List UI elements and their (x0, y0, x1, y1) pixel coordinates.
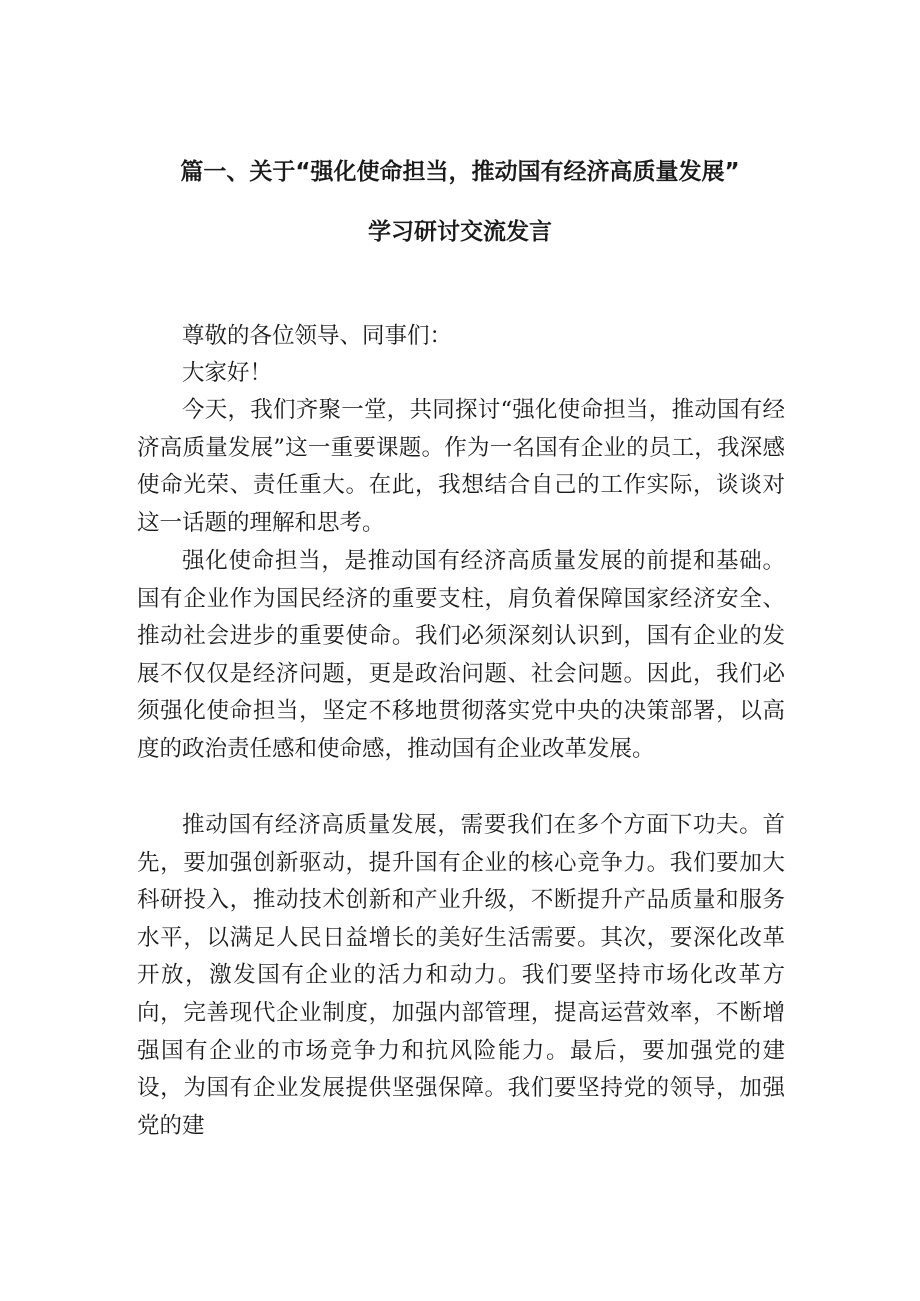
greeting-hello: 大家好！ (182, 360, 273, 386)
document-title-line-2: 学习研讨交流发言 (368, 219, 552, 245)
greeting-salutation: 尊敬的各位领导、同事们： (182, 323, 453, 349)
paragraph-3: 推动国有经济高质量发展，需要我们在多个方面下功夫。首先，要加强创新驱动，提升国有企业的核心竞争力。我们要加大科研投入，推动技术创新和产业升级，不断提升产品质量和服务水平，以满足人民日益增长的美好生活需要。其次，要深化改革开放，激发国有企业的活力和动力。我们要坚持市场化改革方向，完善现代企业制度，加强内部管理，提高运营效率，不断增强国有企业的市场竞争力和抗风险能力。最后，要加强党的建设，为国有企业发展提供坚强保障。我们要坚持党的领导，加强党的建 (137, 812, 785, 1139)
document-title-line-1: 篇一、关于“强化使命担当，推动国有经济高质量发展” (180, 159, 740, 185)
paragraph-2: 强化使命担当，是推动国有经济高质量发展的前提和基础。国有企业作为国民经济的重要支柱，肩负着保障国家经济安全、推动社会进步的重要使命。我们必须深刻认识到，国有企业的发展不仅仅是经济问题，更是政治问题、社会问题。因此，我们必须强化使命担当，坚定不移地贯彻落实党中央的决策部署，以高度的政治责任感和使命感，推动国有企业改革发展。 (137, 548, 785, 762)
paragraph-1: 今天，我们齐聚一堂，共同探讨“强化使命担当，推动国有经济高质量发展”这一重要课题。作为一名国有企业的员工，我深感使命光荣、责任重大。在此，我想结合自己的工作实际，谈谈对这一话题的理解和思考。 (137, 397, 785, 536)
